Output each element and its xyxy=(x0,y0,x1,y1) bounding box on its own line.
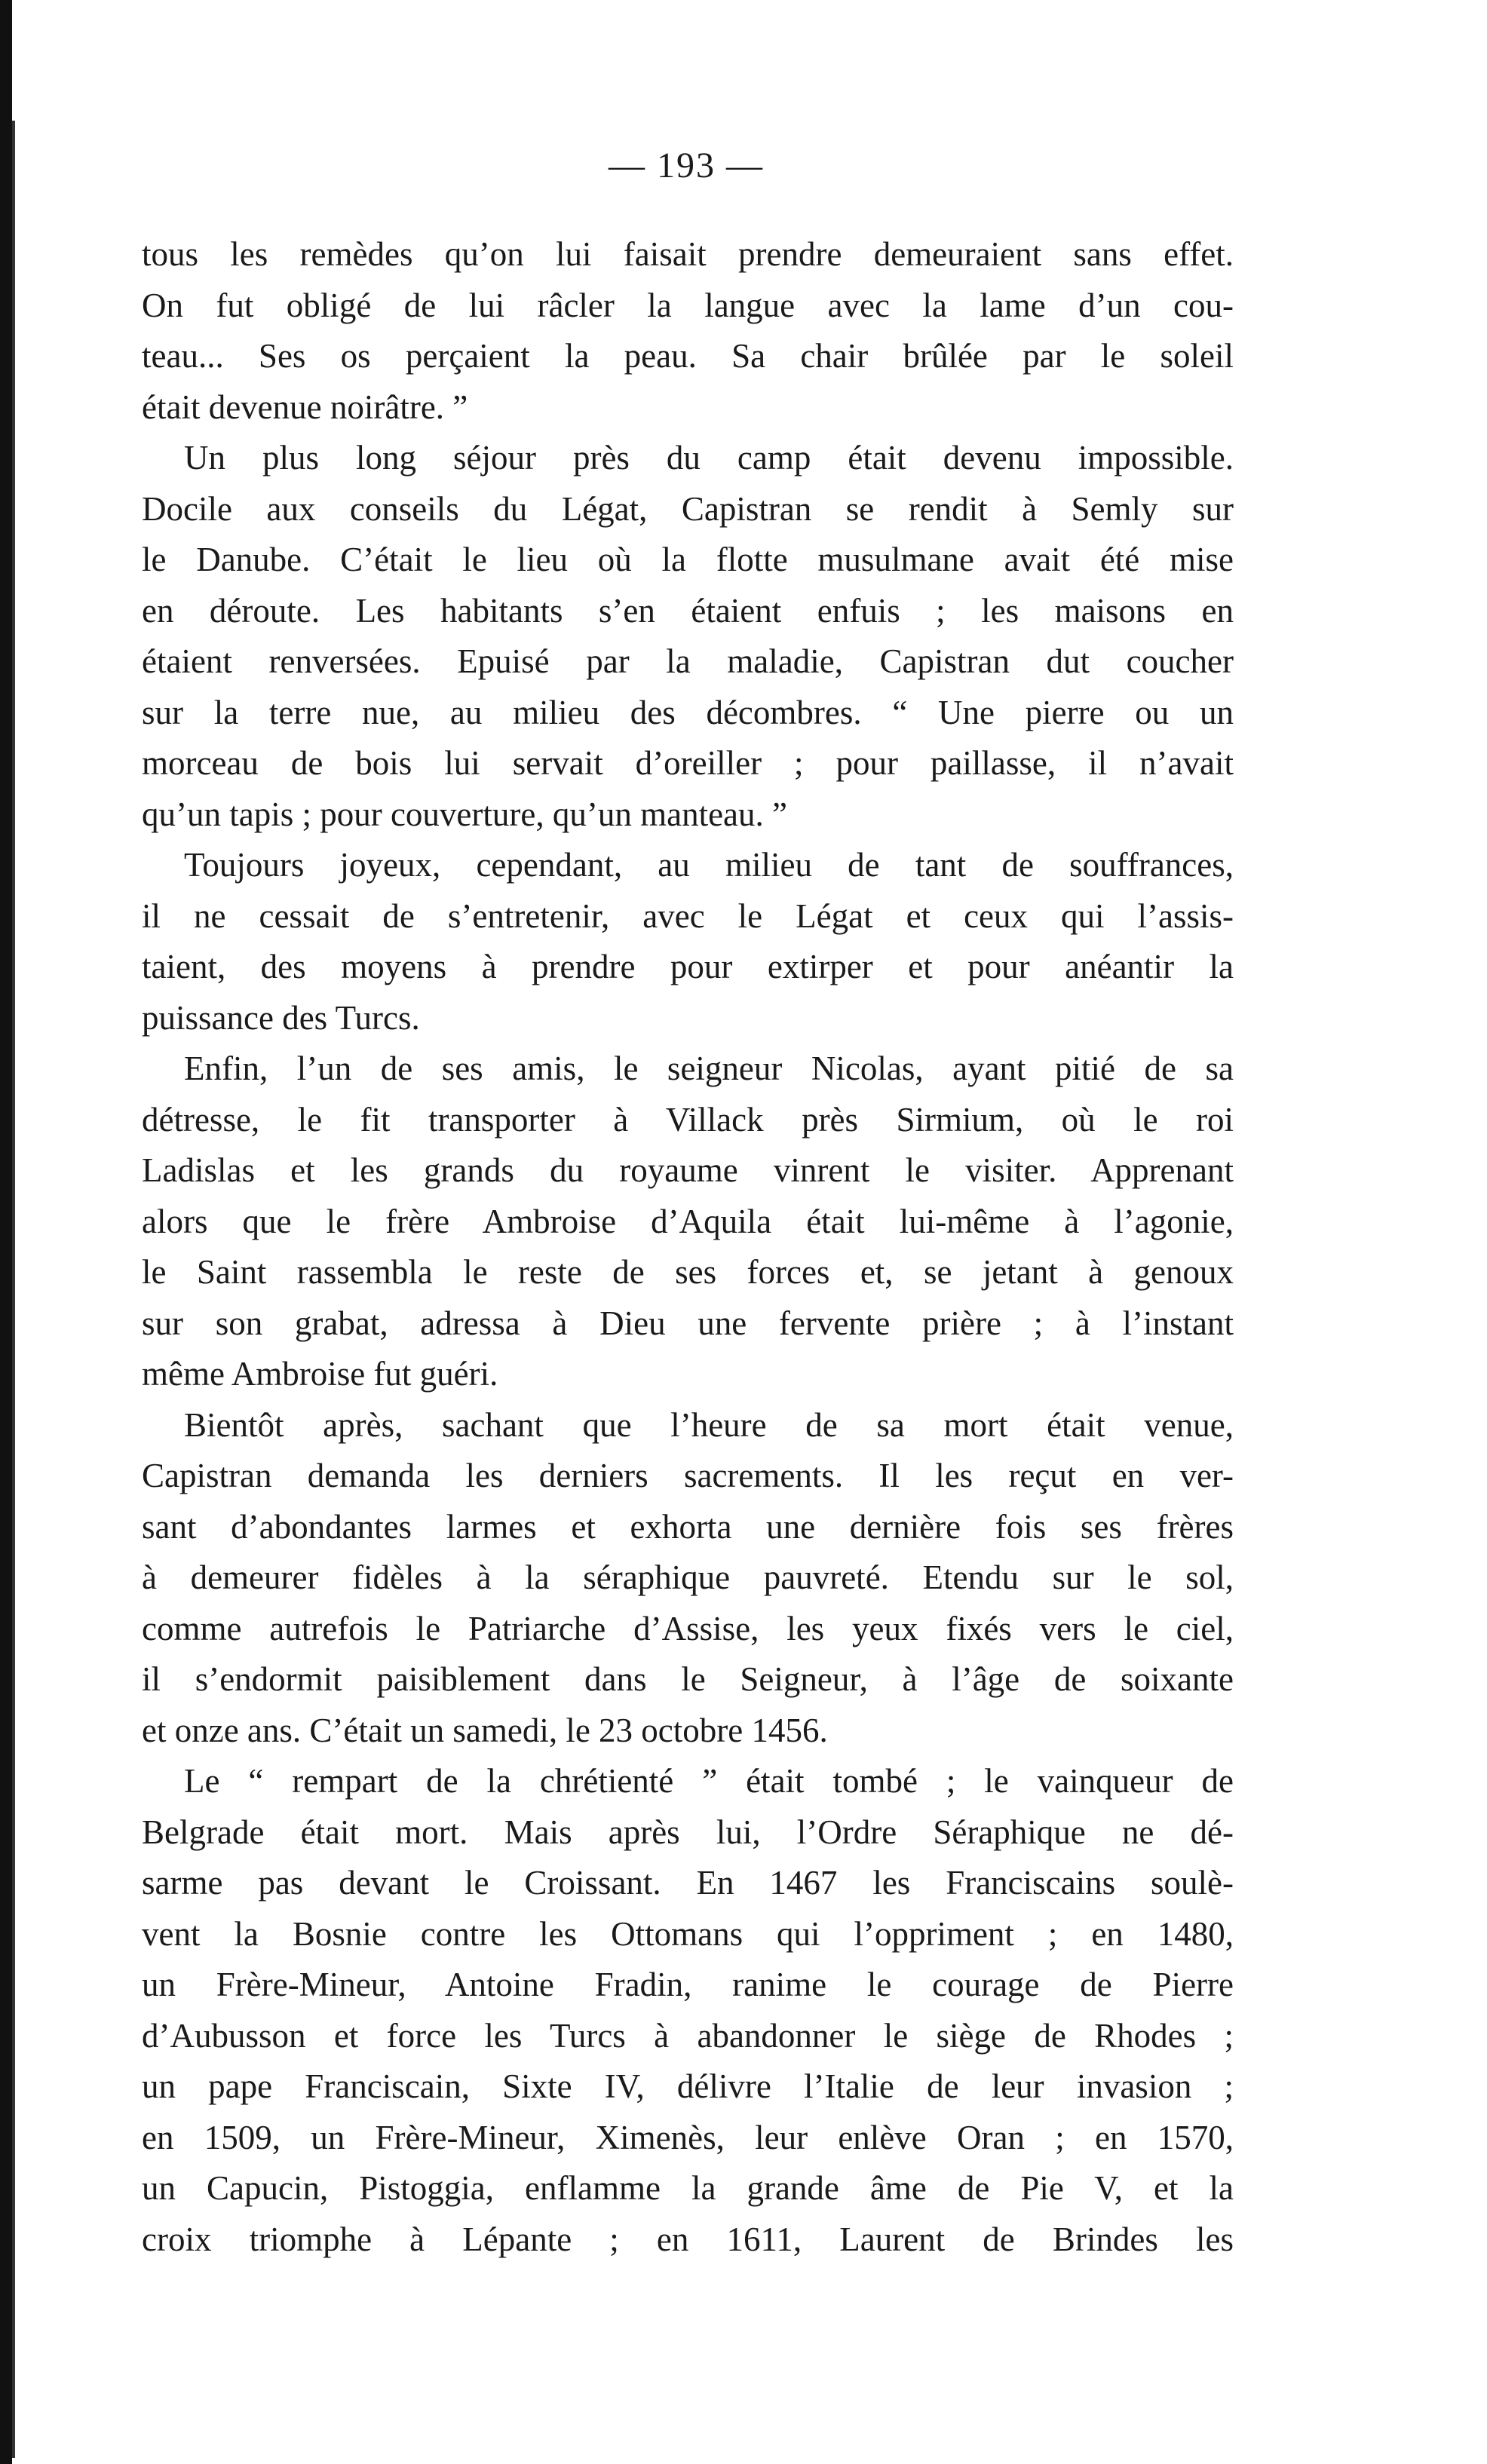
text-line: sant d’abondantes larmes et exhorta une dernière fois ses frères xyxy=(142,1507,1234,1546)
scan-binding-shadow xyxy=(12,121,15,2458)
text-line: Toujours joyeux, cependant, au milieu de tant de souffrances, xyxy=(184,846,1234,884)
text-line: croix triomphe à Lépante ; en 1611, Laurent de Brindes les xyxy=(142,2220,1234,2258)
text-line: Le “ rempart de la chrétienté ” était tombé ; le vainqueur de xyxy=(184,1762,1234,1800)
text-line: et onze ans. C’était un samedi, le 23 octobre 1456. xyxy=(142,1711,828,1749)
text-line: un Frère-Mineur, Antoine Fradin, ranime le courage de Pierre xyxy=(142,1966,1234,2003)
text-line: sur son grabat, adressa à Dieu une fervente prière ; à l’instant xyxy=(142,1304,1234,1342)
text-line: sur la terre nue, au milieu des décombres. “ Une pierre ou un xyxy=(142,693,1234,731)
text-line: à demeurer fidèles à la séraphique pauvreté. Etendu sur le sol, xyxy=(142,1558,1234,1596)
text-line: comme autrefois le Patriarche d’Assise, les yeux fixés vers le ciel, xyxy=(142,1609,1234,1647)
text-line: un pape Franciscain, Sixte IV, délivre l’Italie de leur invasion ; xyxy=(142,2067,1234,2105)
text-line: morceau de bois lui servait d’oreiller ; pour paillasse, il n’avait xyxy=(142,744,1234,782)
text-line: était devenue noirâtre. ” xyxy=(142,388,468,426)
text-line: tous les remèdes qu’on lui faisait prendre demeuraient sans effet. xyxy=(142,235,1234,273)
text-line: le Saint rassembla le reste de ses forces et, se jetant à genoux xyxy=(142,1253,1234,1291)
text-line: Enfin, l’un de ses amis, le seigneur Nicolas, ayant pitié de sa xyxy=(184,1050,1234,1087)
text-line: Un plus long séjour près du camp était devenu impossible. xyxy=(184,439,1234,477)
text-line: vent la Bosnie contre les Ottomans qui l’oppriment ; en 1480, xyxy=(142,1914,1234,1953)
text-line: étaient renversées. Epuisé par la maladie, Capistran dut coucher xyxy=(142,642,1234,680)
scan-binding-edge xyxy=(0,0,12,2464)
text-line: en déroute. Les habitants s’en étaient enfuis ; les maisons en xyxy=(142,591,1234,630)
text-line: Belgrade était mort. Mais après lui, l’Ordre Séraphique ne dé- xyxy=(142,1813,1234,1851)
text-line: Docile aux conseils du Légat, Capistran se rendit à Semly sur xyxy=(142,489,1234,528)
text-line: alors que le frère Ambroise d’Aquila était lui-même à l’agonie, xyxy=(142,1202,1234,1240)
text-line: Ladislas et les grands du royaume vinrent le visiter. Apprenant xyxy=(142,1151,1234,1189)
body-text xyxy=(142,229,1234,2265)
text-line: détresse, le fit transporter à Villack près Sirmium, où le roi xyxy=(142,1100,1234,1139)
text-line: qu’un tapis ; pour couverture, qu’un manteau. ” xyxy=(142,795,787,833)
text-line: en 1509, un Frère-Mineur, Ximenès, leur enlève Oran ; en 1570, xyxy=(142,2118,1234,2156)
text-line: il ne cessait de s’entretenir, avec le Légat et ceux qui l’assis- xyxy=(142,896,1234,935)
text-line: puissance des Turcs. xyxy=(142,998,420,1037)
page-number: — 193 — xyxy=(609,146,764,185)
text-line: même Ambroise fut guéri. xyxy=(142,1355,498,1393)
text-line: le Danube. C’était le lieu où la flotte musulmane avait été mise xyxy=(142,541,1234,578)
text-line: On fut obligé de lui râcler la langue avec la lame d’un cou- xyxy=(142,286,1234,324)
text-line: un Capucin, Pistoggia, enflamme la grande âme de Pie V, et la xyxy=(142,2169,1234,2207)
text-line: taient, des moyens à prendre pour extirper et pour anéantir la xyxy=(142,948,1234,985)
text-line: sarme pas devant le Croissant. En 1467 les Franciscains soulè- xyxy=(142,1864,1234,1902)
text-line: Bientôt après, sachant que l’heure de sa mort était venue, xyxy=(184,1405,1234,1444)
text-line: il s’endormit paisiblement dans le Seigneur, à l’âge de soixante xyxy=(142,1660,1234,1698)
text-line: d’Aubusson et force les Turcs à abandonner le siège de Rhodes ; xyxy=(142,2016,1234,2055)
text-line: Capistran demanda les derniers sacrements. Il les reçut en ver- xyxy=(142,1457,1234,1494)
text-line: teau... Ses os perçaient la peau. Sa chair brûlée par le soleil xyxy=(142,337,1234,375)
